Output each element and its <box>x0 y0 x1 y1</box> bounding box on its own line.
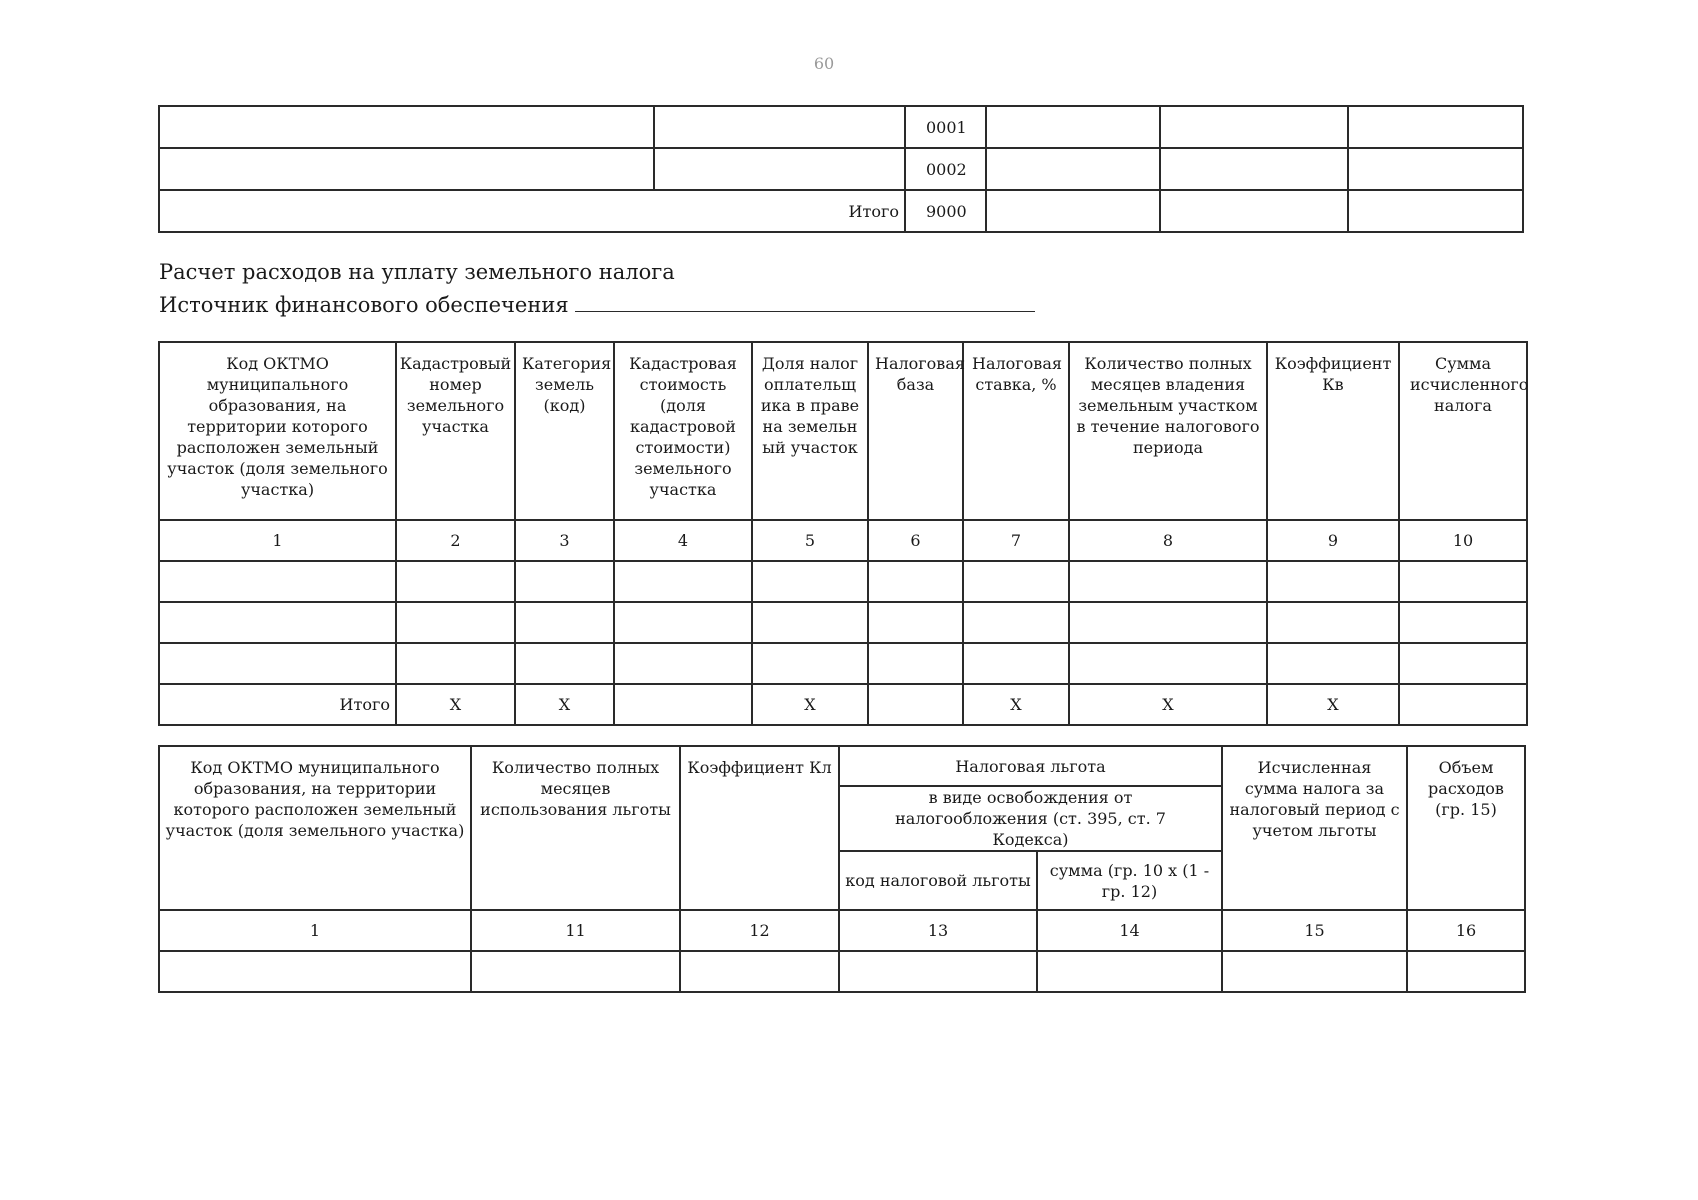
total-cell: Х <box>752 684 868 725</box>
header-cadastral-number: Кадастровый номер земельного участка <box>396 342 515 520</box>
input-cell[interactable] <box>614 643 752 684</box>
input-cell[interactable] <box>752 643 868 684</box>
header-tax-benefit: Налоговая льгота <box>839 746 1222 786</box>
total-cell: Х <box>396 684 515 725</box>
input-cell[interactable] <box>1160 190 1348 232</box>
input-cell[interactable] <box>1267 561 1399 602</box>
column-number: 1 <box>159 910 471 951</box>
input-cell[interactable] <box>752 561 868 602</box>
total-label: Итого <box>159 684 396 725</box>
input-cell[interactable] <box>868 602 963 643</box>
total-row <box>159 190 1523 232</box>
funding-source-line <box>159 287 1035 319</box>
table-row <box>159 561 1527 602</box>
tax-benefit-table <box>158 745 1526 993</box>
input-cell[interactable] <box>159 561 396 602</box>
header-oktmo: Код ОКТМО муниципального образования, на территории которого расположен земельный участок (доля земельного участка) <box>159 746 471 910</box>
input-cell[interactable] <box>396 561 515 602</box>
table-row <box>159 148 1523 190</box>
table-row <box>159 951 1525 992</box>
column-number: 10 <box>1399 520 1527 561</box>
column-number: 9 <box>1267 520 1399 561</box>
header-coefficient-kv: Коэффициент Кв <box>1267 342 1399 520</box>
input-cell[interactable] <box>515 643 614 684</box>
column-number: 4 <box>614 520 752 561</box>
input-cell[interactable] <box>963 561 1069 602</box>
input-cell[interactable] <box>986 148 1160 190</box>
total-label: Итого <box>159 190 905 232</box>
input-cell[interactable] <box>1069 561 1267 602</box>
input-cell[interactable] <box>515 602 614 643</box>
input-cell[interactable] <box>839 951 1037 992</box>
table-row <box>159 602 1527 643</box>
input-cell[interactable] <box>1222 951 1407 992</box>
input-cell[interactable] <box>396 643 515 684</box>
header-land-category: Категория земель (код) <box>515 342 614 520</box>
total-cell[interactable] <box>868 684 963 725</box>
column-number: 13 <box>839 910 1037 951</box>
input-cell[interactable] <box>159 148 654 190</box>
input-cell[interactable] <box>614 561 752 602</box>
input-cell[interactable] <box>1160 106 1348 148</box>
total-code: 9000 <box>905 190 986 232</box>
header-computed-tax: Исчисленная сумма налога за налоговый период с учетом льготы <box>1222 746 1407 910</box>
input-cell[interactable] <box>159 602 396 643</box>
total-cell: Х <box>515 684 614 725</box>
header-tax-amount: Сумма исчисленного налога <box>1399 342 1527 520</box>
input-cell[interactable] <box>1069 602 1267 643</box>
input-cell[interactable] <box>1069 643 1267 684</box>
table-row <box>159 643 1527 684</box>
section-title: Расчет расходов на уплату земельного налога <box>159 260 675 284</box>
column-number: 14 <box>1037 910 1222 951</box>
column-number-row <box>159 520 1527 561</box>
column-number: 15 <box>1222 910 1407 951</box>
input-cell[interactable] <box>1348 148 1523 190</box>
total-cell: Х <box>1069 684 1267 725</box>
input-cell[interactable] <box>752 602 868 643</box>
column-number: 11 <box>471 910 680 951</box>
input-cell[interactable] <box>868 561 963 602</box>
header-taxpayer-share: Доля налогоплательщика в праве на земельный участок <box>752 342 868 520</box>
funding-source-label: Источник финансового обеспечения <box>159 293 569 317</box>
input-cell[interactable] <box>680 951 839 992</box>
total-cell[interactable] <box>614 684 752 725</box>
header-cadastral-value: Кадастровая стоимость (доля кадастровой стоимости) земельного участка <box>614 342 752 520</box>
row-code: 0002 <box>905 148 986 190</box>
input-cell[interactable] <box>1399 643 1527 684</box>
page-number: 60 <box>813 54 835 73</box>
column-number: 2 <box>396 520 515 561</box>
input-cell[interactable] <box>1037 951 1222 992</box>
column-number-row <box>159 910 1525 951</box>
total-cell: Х <box>963 684 1069 725</box>
input-cell[interactable] <box>1267 602 1399 643</box>
land-tax-table <box>158 341 1528 726</box>
column-number: 5 <box>752 520 868 561</box>
header-tax-base: Налоговая база <box>868 342 963 520</box>
table-row <box>159 106 1523 148</box>
input-cell[interactable] <box>654 148 905 190</box>
header-tax-rate: Налоговая ставка, % <box>963 342 1069 520</box>
input-cell[interactable] <box>1399 561 1527 602</box>
column-number: 16 <box>1407 910 1525 951</box>
input-cell[interactable] <box>396 602 515 643</box>
header-row <box>159 746 1525 786</box>
funding-source-field[interactable] <box>575 287 1035 312</box>
total-cell[interactable] <box>1399 684 1527 725</box>
input-cell[interactable] <box>1160 148 1348 190</box>
header-benefit-sum: сумма (гр. 10 х (1 - гр. 12) <box>1037 851 1222 910</box>
total-row <box>159 684 1527 725</box>
input-cell[interactable] <box>868 643 963 684</box>
input-cell[interactable] <box>614 602 752 643</box>
total-cell: Х <box>1267 684 1399 725</box>
input-cell[interactable] <box>515 561 614 602</box>
input-cell[interactable] <box>1407 951 1525 992</box>
input-cell[interactable] <box>654 106 905 148</box>
input-cell[interactable] <box>471 951 680 992</box>
input-cell[interactable] <box>1348 190 1523 232</box>
column-number: 7 <box>963 520 1069 561</box>
column-number: 12 <box>680 910 839 951</box>
column-number: 3 <box>515 520 614 561</box>
header-oktmo: Код ОКТМО муниципального образования, на территории которого расположен земельный участок (доля земельного участка) <box>159 342 396 520</box>
header-row <box>159 342 1527 520</box>
input-cell[interactable] <box>1348 106 1523 148</box>
header-benefit-months: Количество полных месяцев использования льготы <box>471 746 680 910</box>
header-benefit-code: код налоговой льготы <box>839 851 1037 910</box>
input-cell[interactable] <box>986 106 1160 148</box>
input-cell[interactable] <box>1267 643 1399 684</box>
header-expense-volume: Объем расходов (гр. 15) <box>1407 746 1525 910</box>
column-number: 1 <box>159 520 396 561</box>
input-cell[interactable] <box>1399 602 1527 643</box>
input-cell[interactable] <box>159 106 654 148</box>
header-exemption: в виде освобождения от налогообложения (ст. 395, ст. 7 Кодекса) <box>839 786 1222 851</box>
column-number: 6 <box>868 520 963 561</box>
row-code: 0001 <box>905 106 986 148</box>
summary-table <box>158 105 1524 233</box>
column-number: 8 <box>1069 520 1267 561</box>
input-cell[interactable] <box>159 951 471 992</box>
input-cell[interactable] <box>986 190 1160 232</box>
input-cell[interactable] <box>963 643 1069 684</box>
input-cell[interactable] <box>159 643 396 684</box>
input-cell[interactable] <box>963 602 1069 643</box>
header-months-owned: Количество полных месяцев владения земельным участком в течение налогового периода <box>1069 342 1267 520</box>
header-coefficient-kl: Коэффициент Кл <box>680 746 839 910</box>
